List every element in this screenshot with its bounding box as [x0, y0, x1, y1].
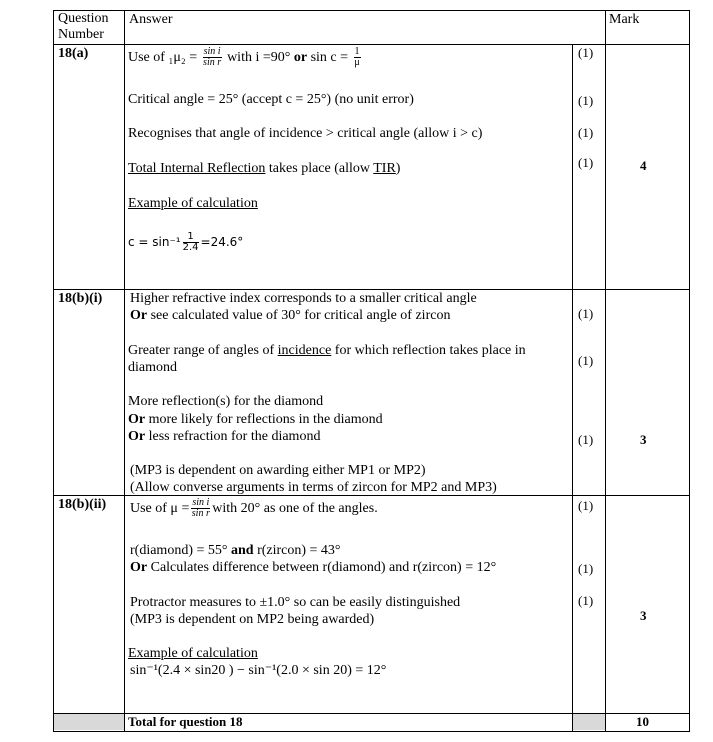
q18bii-snell-fraction	[191, 498, 210, 519]
q18bi-mp3-line2	[128, 411, 383, 428]
q18a-calc-fraction	[183, 232, 199, 253]
q18bii-line5: (MP3 is dependent on MP2 being awarded)	[130, 612, 375, 627]
q18bi-number: 18(b)(i)	[58, 291, 103, 306]
q18a-crit-fraction	[354, 47, 361, 68]
q18a-frac2-den: μ	[354, 57, 360, 69]
total-label: Total for question 18	[128, 714, 243, 729]
q18bi-mp2-pre: Greater range of angles of	[128, 343, 278, 358]
q18a-calc-den: 2.4	[182, 242, 199, 253]
q18a-snell-fraction	[203, 47, 222, 68]
q18bi-mp1-or: Or	[130, 308, 148, 323]
q18a-tir-full: Total Internal Reflection	[128, 161, 266, 176]
q18a-sinc: sin c =	[310, 50, 349, 65]
q18a-line1-prefix: Use of	[128, 50, 165, 65]
q18a-line4-end: )	[395, 161, 401, 176]
q18a-line4-mark: (1)	[578, 155, 594, 170]
col-line-3	[605, 10, 606, 732]
q18bi-mp2-line1	[128, 342, 526, 359]
q18bi-mp3-or2: Or	[128, 429, 146, 444]
rule-header	[53, 44, 690, 45]
q18a-total: 4	[640, 158, 647, 173]
q18a-calc	[128, 230, 243, 254]
q18a-tir-abbr: TIR	[373, 161, 396, 176]
q18a-line3-mark: (1)	[578, 125, 594, 140]
q18bii-line4-mark: (1)	[578, 593, 594, 608]
q18bi-note2: (Allow converse arguments in terms of zircon for MP2 and MP3)	[130, 480, 497, 495]
q18bi-mp2-line2: diamond	[128, 360, 177, 375]
col-line-4	[689, 10, 690, 732]
q18a-line4-middle: takes place (allow	[265, 161, 374, 176]
col-line-2	[572, 44, 573, 732]
q18bii-line3-mark: (1)	[578, 561, 594, 576]
q18bii-line2	[130, 542, 341, 559]
q18a-frac-den: sin r	[203, 57, 222, 69]
q18a-calc-num: 1	[183, 232, 199, 243]
q18bii-line1-mark: (1)	[578, 498, 594, 513]
q18a-mu12: ₁μ₂ =	[168, 50, 198, 65]
q18a-line3: Recognises that angle of incidence > critical angle (allow i > c)	[128, 126, 483, 141]
q18bii-line3-or: Or	[130, 560, 148, 575]
header-answer: Answer	[129, 12, 173, 27]
total-row-shade-left	[53, 714, 125, 730]
q18bii-frac-num: sin i	[192, 497, 210, 509]
q18bi-total: 3	[640, 432, 647, 447]
q18bi-mp3-line3-text: less refraction for the diamond	[145, 429, 321, 444]
q18a-line2: Critical angle = 25° (accept c = 25°) (no unit error)	[128, 92, 414, 107]
q18bi-mp3-line1: More reflection(s) for the diamond	[128, 394, 324, 409]
q18bi-mp2-incidence: incidence	[277, 343, 332, 358]
total-marks: 10	[636, 714, 649, 729]
total-row-shade-mid	[572, 714, 605, 730]
q18bi-mp3-line3	[128, 428, 320, 445]
header-mark: Mark	[609, 12, 640, 27]
header-question-number: Question Number	[58, 11, 109, 42]
col-line-0	[53, 10, 54, 732]
col-line-1	[124, 10, 125, 732]
q18a-frac-num: sin i	[203, 46, 221, 58]
q18a-line2-mark: (1)	[578, 93, 594, 108]
q18bii-example-heading: Example of calculation	[128, 646, 258, 661]
q18bi-mp1-line1: Higher refractive index corresponds to a smaller critical angle	[130, 291, 477, 306]
q18a-line1-mid: with i =90°	[227, 50, 291, 65]
q18a-example-heading: Example of calculation	[128, 196, 258, 211]
q18bi-note1: (MP3 is dependent on awarding either MP1 or MP2)	[130, 463, 426, 478]
q18bi-mp2-post: for which reflection takes place in	[331, 343, 526, 358]
q18bi-mp1-line2	[130, 307, 450, 324]
q18a-line1	[128, 46, 363, 70]
q18bi-mp1-mark: (1)	[578, 306, 594, 321]
q18bi-mp1-line2-text: see calculated value of 30° for critical angle of zircon	[147, 308, 451, 323]
q18bi-mp2-mark: (1)	[578, 353, 594, 368]
q18bi-mp3-or1: Or	[128, 412, 146, 427]
q18bii-line2-b: r(zircon) = 43°	[257, 543, 341, 558]
q18bii-frac-den: sin r	[191, 508, 210, 520]
q18bii-line3	[130, 559, 496, 576]
q18bii-line2-a: r(diamond) = 55°	[130, 543, 228, 558]
q18a-line4	[128, 160, 400, 177]
q18a-calc-rhs: =24.6°	[200, 235, 244, 249]
q18bii-total: 3	[640, 608, 647, 623]
q18bii-calc: sin⁻¹(2.4 × sin20 ) − sin⁻¹(2.0 × sin 20) = 12°	[130, 663, 387, 678]
q18a-line1-mark: (1)	[578, 45, 594, 60]
q18bii-line1-rest: with 20° as one of the angles.	[212, 501, 378, 516]
q18a-calc-lhs: c = sin⁻¹	[128, 235, 181, 249]
rule-bottom	[53, 731, 690, 732]
q18a-line1-or: or	[293, 50, 308, 65]
q18a-number: 18(a)	[58, 46, 89, 61]
q18bii-line2-and: and	[230, 543, 254, 558]
q18bii-number: 18(b)(ii)	[58, 497, 107, 512]
q18bii-line4: Protractor measures to ±1.0° so can be easily distinguished	[130, 595, 461, 610]
q18bii-line1-prefix: Use of μ =	[130, 501, 190, 516]
q18bii-line1	[130, 497, 378, 521]
q18bii-line3-text: Calculates difference between r(diamond) and r(zircon) = 12°	[147, 560, 497, 575]
q18bi-mp3-line2-text: more likely for reflections in the diamond	[145, 412, 383, 427]
q18bi-mp3-mark: (1)	[578, 432, 594, 447]
q18a-frac2-num: 1	[354, 46, 360, 58]
